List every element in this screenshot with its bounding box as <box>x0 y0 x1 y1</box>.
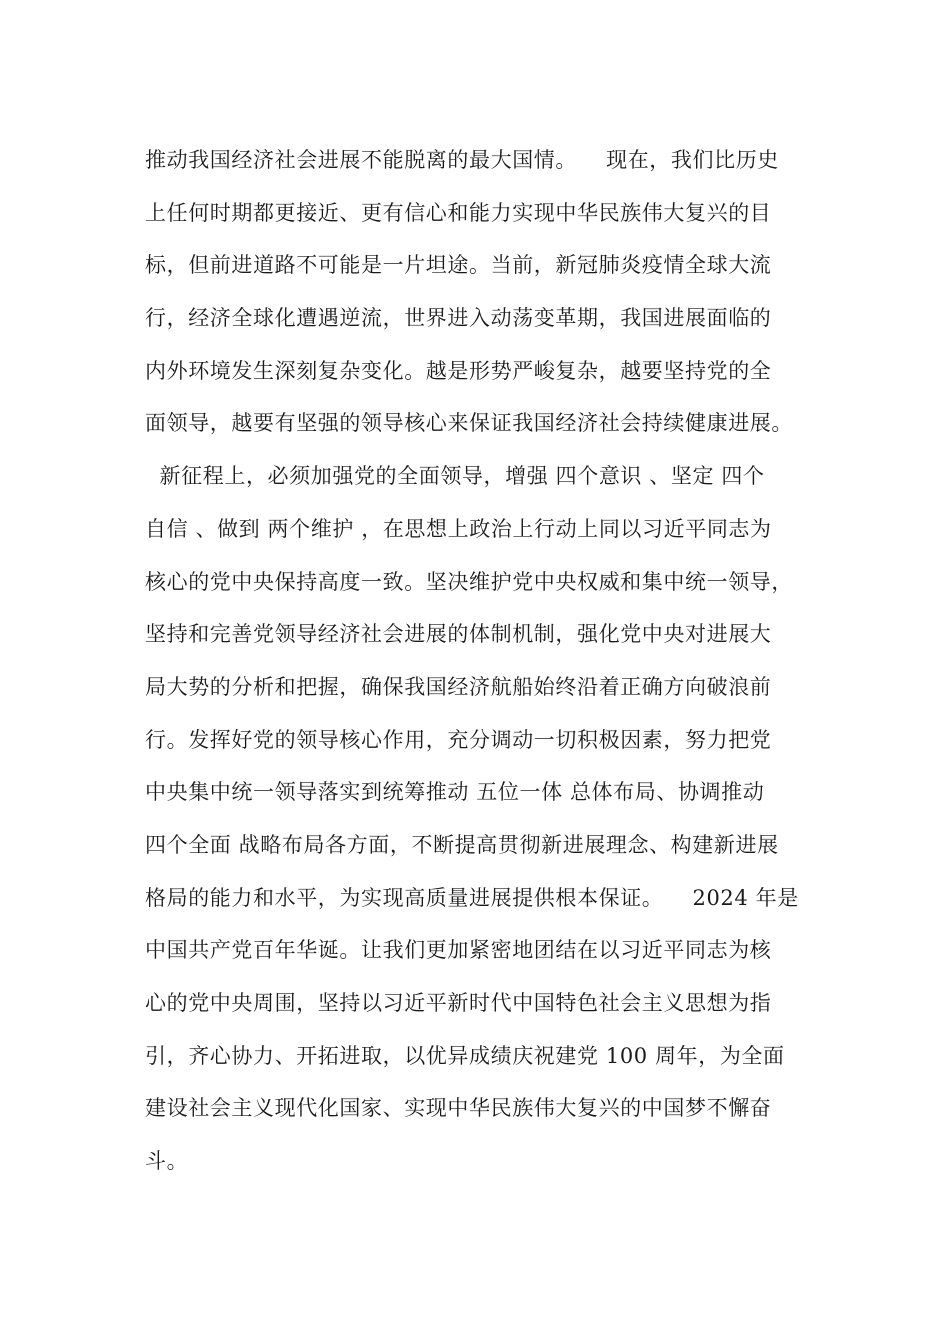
text-line: 心的党中央周围，坚持以习近平新时代中国特色社会主义思想为指 <box>145 991 772 1015</box>
text-line: 标，但前进道路不可能是一片坦途。当前，新冠肺炎疫情全球大流 <box>145 253 772 278</box>
text-line: 坚持和完善党领导经济社会进展的体制机制，强化党中央对进展大 <box>145 622 772 647</box>
text-line: 内外环境发生深刻复杂变化。越是形势严峻复杂，越要坚持党的全 <box>145 358 772 383</box>
text-line: 上任何时期都更接近、更有信心和能力实现中华民族伟大复兴的目 <box>145 200 772 225</box>
text-line: 行，经济全球化遭遇逆流，世界进入动荡变革期，我国进展面临的 <box>145 306 772 331</box>
text-line: 行。发挥好党的领导核心作用，充分调动一切积极因素，努力把党 <box>145 727 772 752</box>
text-line: 局大势的分析和把握，确保我国经济航船始终沿着正确方向破浪前 <box>145 674 772 699</box>
text-line: 新征程上，必须加强党的全面领导，增强 四个意识 、坚定 四个 <box>145 464 765 489</box>
text-line: 自信 、做到 两个维护 ，在思想上政治上行动上同以习近平同志为 <box>145 516 772 541</box>
text-line: 面领导，越要有坚强的领导核心来保证我国经济社会持续健康进展。 <box>145 411 793 436</box>
text-line: 中央集中统一领导落实到统筹推动 五位一体 总体布局、协调推动 <box>145 780 765 805</box>
body-text <box>145 134 825 1188</box>
text-line: 斗。 <box>145 1149 189 1174</box>
text-line: 格局的能力和水平，为实现高质量进展提供根本保证。 2024 年是 <box>145 885 799 910</box>
text-line: 建设社会主义现代化国家、实现中华民族伟大复兴的中国梦不懈奋 <box>145 1096 772 1121</box>
text-line: 中国共产党百年华诞。让我们更加紧密地团结在以习近平同志为核 <box>145 938 772 963</box>
text-line: 引，齐心协力、开拓进取，以优异成绩庆祝建党 100 周年，为全面 <box>145 1043 785 1068</box>
text-line: 核心的党中央保持高度一致。坚决维护党中央权威和集中统一领导， <box>145 569 793 594</box>
text-line: 推动我国经济社会进展不能脱离的最大国情。 现在，我们比历史 <box>145 148 779 172</box>
text-line: 四个全面 战略布局各方面，不断提高贯彻新进展理念、构建新进展 <box>145 832 779 857</box>
